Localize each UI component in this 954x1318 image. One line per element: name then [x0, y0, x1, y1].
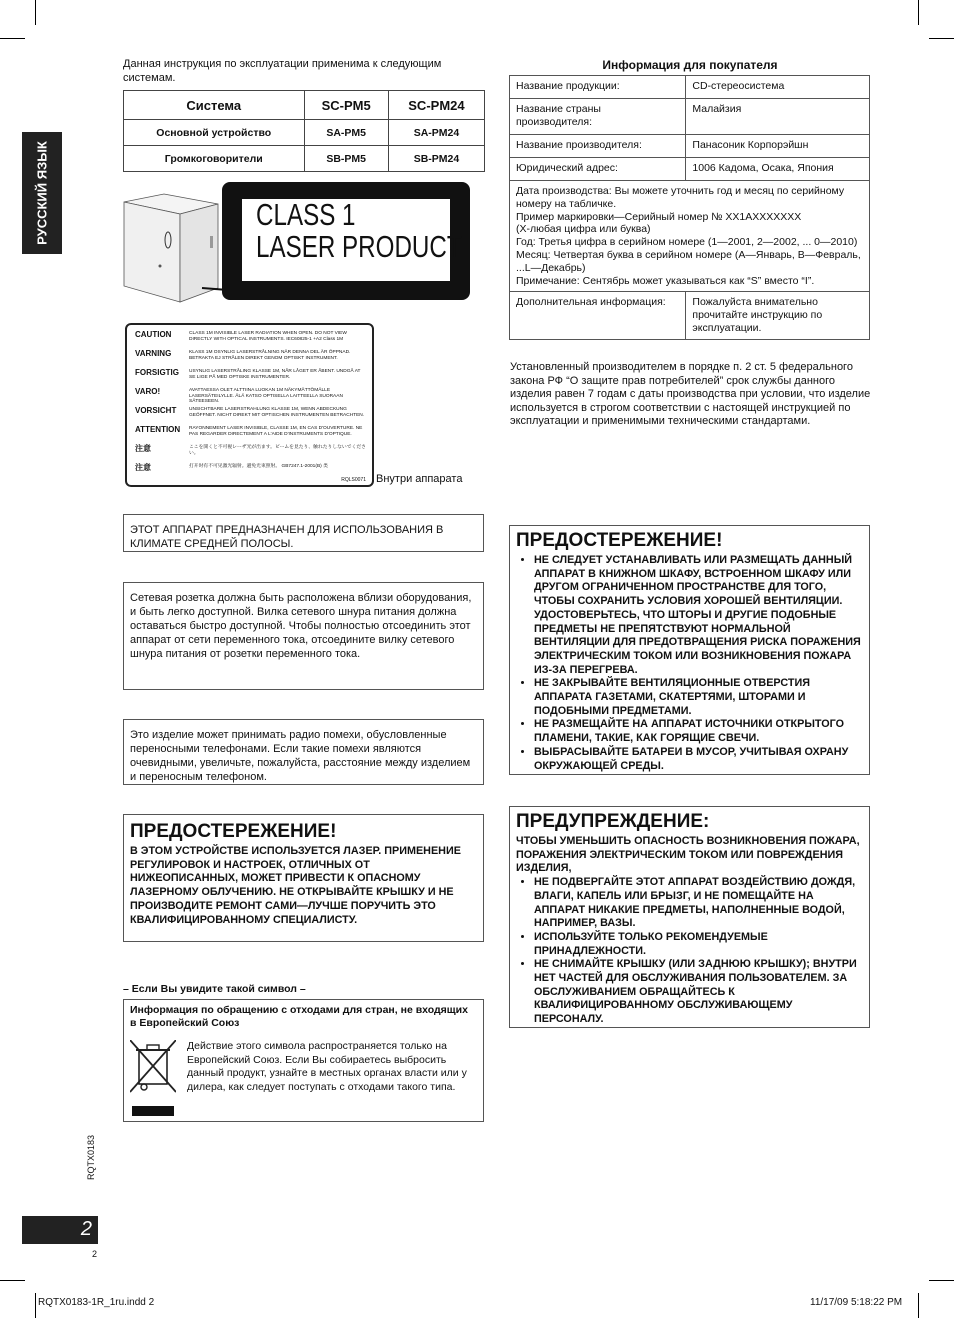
date-line: Месяц: Четвертая буква в серийном номере (A—Январь, B—Февраль, ...L—Декабрь) — [516, 248, 861, 274]
info-label: Название страны производителя: — [510, 99, 686, 135]
laser-caution-box — [123, 814, 484, 942]
warn-text: CLASS 1M INVISIBLE LASER RADIATION WHEN OPEN. DO NOT VIEW DIRECTLY WITH OPTICAL INSTRUMENTS. IEC60825-1 +A2 Class 1M — [189, 331, 347, 342]
system-cell: SB-PM24 — [388, 146, 484, 172]
warning-item: • НЕ ПОДВЕРГАЙТЕ ЭТОТ АППАРАТ ВОЗДЕЙСТВИЮ ДОЖДЯ, ВЛАГИ, КАПЕЛЬ ИЛИ БРЫЗГ, И НЕ ПОМЕЩАЙТЕ НА АППАРАТ НИКАКИЕ ПРЕДМЕТЫ, НАПОЛНЕННЫЕ ВОДОЙ, НАПРИМЕР, ВАЗЫ. — [534, 876, 863, 931]
warn-key: VORSICHT — [135, 406, 177, 415]
info-label: Название производителя: — [510, 135, 686, 158]
disposal-text: Действие этого символа распространяется только на Европейский Союз. Если Вы собираетесь выбросить данный продукт, узнайте в местных органах власти или у дилера, как следует поступать с отходами такого типа. — [187, 1040, 467, 1093]
caution-item: • НЕ ЗАКРЫВАЙТЕ ВЕНТИЛЯЦИОННЫЕ ОТВЕРСТИЯ АППАРАТА ГАЗЕТАМИ, СКАТЕРТЯМИ, ШТОРАМИ И ПОДОБНЫМИ ПРЕДМЕТАМИ. — [534, 677, 863, 718]
warn-key: 注意 — [135, 463, 151, 472]
warn-key: VARNING — [135, 349, 172, 358]
system-header: SC-PM24 — [388, 91, 484, 120]
radio-box — [123, 719, 484, 785]
ventilation-caution-box — [509, 525, 870, 775]
doc-code: RQTX0183 — [86, 1134, 96, 1180]
laser-caution-text: В ЭТОМ УСТРОЙСТВЕ ИСПОЛЬЗУЕТСЯ ЛАЗЕР. ПРИМЕНЕНИЕ РЕГУЛИРОВОК И НАСТРОЕК, ОТЛИЧНЫХ ОТ НИЖЕОПИСАННЫХ, МОЖЕТ ПРИВЕСТИ К ОПАСНОМУ ЛАЗЕРНОМУ ОБЛУЧЕНИЮ. НЕ ОТКРЫВАЙТЕ КРЫШКУ И НЕ ПРОИЗВОДИТЕ РЕМОНТ САМИ—ЛУЧШЕ ПОРУЧИТЬ ЭТО КВАЛИФИЦИРОВАННОМУ СПЕЦИАЛИСТУ. — [130, 845, 461, 926]
system-cell: Громкоговорители — [124, 146, 305, 172]
service-life-text: Установленный производителем в порядке п. 2 ст. 5 федерального закона РФ “О защите прав потребителей” срок службы данного изделия равен 7 годам с даты производства при условии, что изделие используется в строгом соответствии с настоящей инструкцией по эксплуатации и применимыми техническими стандартами. — [510, 361, 871, 428]
system-cell: SB-PM5 — [304, 146, 388, 172]
warn-text: KLASS 1M OSYNLIG LASERSTRÅLNING NÄR DENNA DEL ÄR ÖPPNAD. BETRAKTA EJ STRÅLEN DIREKT GENOM OPTISKT INSTRUMENT. — [189, 350, 351, 361]
warn-text: 打开时有不可见激光辐射。避免光束照射。 GB7247.1-2001(B) 类 — [189, 464, 328, 469]
warn-text: AVATTAESSA OLET ALTTIINA LUOKAN 1M NÄKYMÄTTÖMÄLLE LASERSÄTEILYLLE. ÄLÄ KATSO OPTISELLA LAITTEELLA SUORAAN SÄTEESEEN. — [189, 388, 343, 404]
date-line: Год: Третья цифра в серийном номере (1—2001, 2—2002, ... 0—2010) — [516, 236, 858, 249]
socket-text: Сетевая розетка должна быть расположена вблизи оборудования, и быть легко доступной. Вилка сетевого шнура питания должна оставаться быстро доступной. Чтобы полностью отсоединить этот аппарат от сети переменного тока, отсоедините вилку сетевого шнура питания от розетки переменного тока. — [130, 592, 472, 660]
info-label: Юридический адрес: — [510, 158, 686, 181]
date-line: (X-любая цифра или буква) — [516, 223, 651, 236]
info-label: Дополнительная информация: — [510, 292, 686, 340]
warn-key: ATTENTION — [135, 425, 181, 434]
warn-label-code: RQLS0071 — [341, 477, 366, 483]
buyer-info-title: Информация для покупателя — [602, 58, 778, 72]
warning-box — [509, 806, 870, 1028]
warn-key: FORSIGTIG — [135, 368, 179, 377]
caution-item: • НЕ СЛЕДУЕТ УСТАНАВЛИВАТЬ ИЛИ РАЗМЕЩАТЬ ДАННЫЙ АППАРАТ В КНИЖНОМ ШКАФУ, ВСТРОЕННОМ ШКАФУ ИЛИ ДРУГОМ ОГРАНИЧЕННОМ ПРОСТРАНСТВЕ ДЛЯ ТОГО, ЧТОБЫ СОХРАНИТЬ УСЛОВИЯ ХОРОШЕЙ ВЕНТИЛЯЦИИ. УДОСТОВЕРЬТЕСЬ, ЧТО ШТОРЫ И ДРУГИЕ ПОДОБНЫЕ ПРЕДМЕТЫ НЕ ПРЕПЯТСТВУЮТ НОРМАЛЬНОЙ ВЕНТИЛЯЦИИ ДЛЯ ПРЕДОТВРАЩЕНИЯ РИСКА ПОРАЖЕНИЯ ЭЛЕКТРИЧЕСКИМ ТОКОМ ИЛИ ВОЗНИКНОВЕНИЯ ПОЖАРА ИЗ-ЗА ПЕРЕГРЕВА. — [534, 554, 863, 677]
warn-key: 注意 — [135, 444, 151, 453]
warn-text: UNSICHTBARE LASERSTRAHLUNG KLASSE 1M, WENN ABDECKUNG GEÖFFNET. NICHT DIREKT MIT OPTISCHEN INSTRUMENTEN BETRACHTEN. — [189, 407, 365, 418]
warn-text: ここを開くと不可視レーザ光が出ます。ビームを見たり、触れたりしないでください。 — [189, 445, 366, 456]
language-tab-label: РУССКИЙ ЯЗЫК — [34, 141, 50, 245]
warn-key: VARO! — [135, 387, 161, 396]
laser-product-label — [222, 182, 470, 300]
laser-caution-title: ПРЕДОСТЕРЕЖЕНИЕ! — [130, 821, 337, 842]
warning-title: ПРЕДУПРЕЖДЕНИЕ: — [516, 811, 710, 832]
warning-intro: ЧТОБЫ УМЕНЬШИТЬ ОПАСНОСТЬ ВОЗНИКНОВЕНИЯ ПОЖАРА, ПОРАЖЕНИЯ ЭЛЕКТРИЧЕСКИМ ТОКОМ ИЛИ ПОВРЕЖДЕНИЯ ИЗДЕЛИЯ, — [516, 835, 860, 875]
laser-warning-label — [125, 323, 374, 487]
warning-item: • НЕ СНИМАЙТЕ КРЫШКУ (ИЛИ ЗАДНЮЮ КРЫШКУ); ВНУТРИ НЕТ ЧАСТЕЙ ДЛЯ ОБСЛУЖИВАНИЯ ПОЛЬЗОВАТЕЛЕМ. ЗА ОБСЛУЖИВАНИЕМ ОБРАЩАЙТЕСЬ К КВАЛИФИЦИРОВАННОМУ ОБСЛУЖИВАЮЩЕМУ ПЕРСОНАЛУ. — [534, 958, 863, 1027]
system-cell: Основной устройство — [124, 120, 305, 146]
laser-label-line2: LASER PRODUCT — [256, 229, 462, 264]
footer-date: 11/17/09 5:18:22 PM — [810, 1297, 903, 1308]
laser-label-line1: CLASS 1 — [256, 197, 356, 232]
page-number-small: 2 — [92, 1249, 98, 1259]
info-label: Название продукции: — [510, 76, 686, 99]
info-value: 1006 Кадома, Осака, Япония — [686, 158, 870, 181]
system-cell: SA-PM5 — [304, 120, 388, 146]
buyer-info-table — [509, 75, 870, 340]
page-number: 2 — [80, 1218, 92, 1240]
caution-item: • НЕ РАЗМЕЩАЙТЕ НА АППАРАТ ИСТОЧНИКИ ОТКРЫТОГО ПЛАМЕНИ, ТАКИЕ, КАК ГОРЯЩИЕ СВЕЧИ. — [534, 718, 863, 745]
date-line: Пример маркировки—Серийный номер № XX1AXXXXXXX — [516, 210, 802, 223]
intro-text: Данная инструкция по эксплуатации применима к следующим системам. — [123, 58, 442, 84]
radio-text: Это изделие может принимать радио помехи, обусловленные переносными телефонами. Если такие помехи являются очевидными, увеличьте, пожалуйста, расстояние между изделием и переносным телефоном. — [130, 729, 471, 783]
device-illustration — [120, 190, 230, 310]
info-value: Панасоник Корпорэйшн — [686, 135, 870, 158]
symbol-heading: – Если Вы увидите такой символ – — [123, 983, 306, 995]
climate-text: ЭТОТ АППАРАТ ПРЕДНАЗНАЧЕН ДЛЯ ИСПОЛЬЗОВАНИЯ В КЛИМАТЕ СРЕДНЕЙ ПОЛОСЫ. — [130, 524, 444, 550]
footer-file: RQTX0183-1R_1ru.indd 2 — [38, 1297, 155, 1308]
page-number-tab — [22, 1216, 98, 1244]
warn-text: USYNLIG LASERSTRÅLING KLASSE 1M, NÅR LÅGET ER ÅBENT. UNDGÅ AT SE LIGE PÅ MED OPTISKE INSTRUMENTER. — [189, 369, 361, 380]
system-header: SC-PM5 — [304, 91, 388, 120]
system-table — [123, 90, 485, 172]
language-tab — [22, 132, 62, 254]
inside-caption: Внутри аппарата — [376, 473, 463, 485]
crossed-bin-icon — [130, 1040, 176, 1120]
date-line: Примечание: Сентябрь может указываться как “S” вместо “I”. — [516, 274, 815, 287]
caution-item: • ВЫБРАСЫВАЙТЕ БАТАРЕИ В МУСОР, УЧИТЫВАЯ ОХРАНУ ОКРУЖАЮЩЕЙ СРЕДЫ. — [534, 746, 863, 773]
warn-key: CAUTION — [135, 330, 172, 339]
info-value: Малайзия — [686, 99, 870, 135]
system-header: Система — [124, 91, 305, 120]
info-value: Пожалуйста внимательно прочитайте инструкцию по эксплуатации. — [686, 292, 870, 340]
socket-box — [123, 582, 484, 690]
disposal-title: Информация по обращению с отходами для стран, не входящих в Европейский Союз — [130, 1004, 468, 1029]
disposal-box — [123, 999, 484, 1122]
climate-box — [123, 514, 484, 552]
ventilation-caution-title: ПРЕДОСТЕРЕЖЕНИЕ! — [516, 530, 723, 551]
warn-text: RAYONNEMENT LASER INVISIBLE, CLASSE 1M, EN CAS D'OUVERTURE. NE PAS REGARDER DIRECTEMENT A L'AIDE D'INSTRUMENTS D'OPTIQUE. — [189, 426, 363, 437]
info-value: CD-стереосистема — [686, 76, 870, 99]
system-cell: SA-PM24 — [388, 120, 484, 146]
date-line: Дата производства: Вы можете уточнить год и месяц по серийному номеру на табличке. — [516, 185, 845, 210]
warning-item: • ИСПОЛЬЗУЙТЕ ТОЛЬКО РЕКОМЕНДУЕМЫЕ ПРИНАДЛЕЖНОСТИ. — [534, 931, 863, 958]
